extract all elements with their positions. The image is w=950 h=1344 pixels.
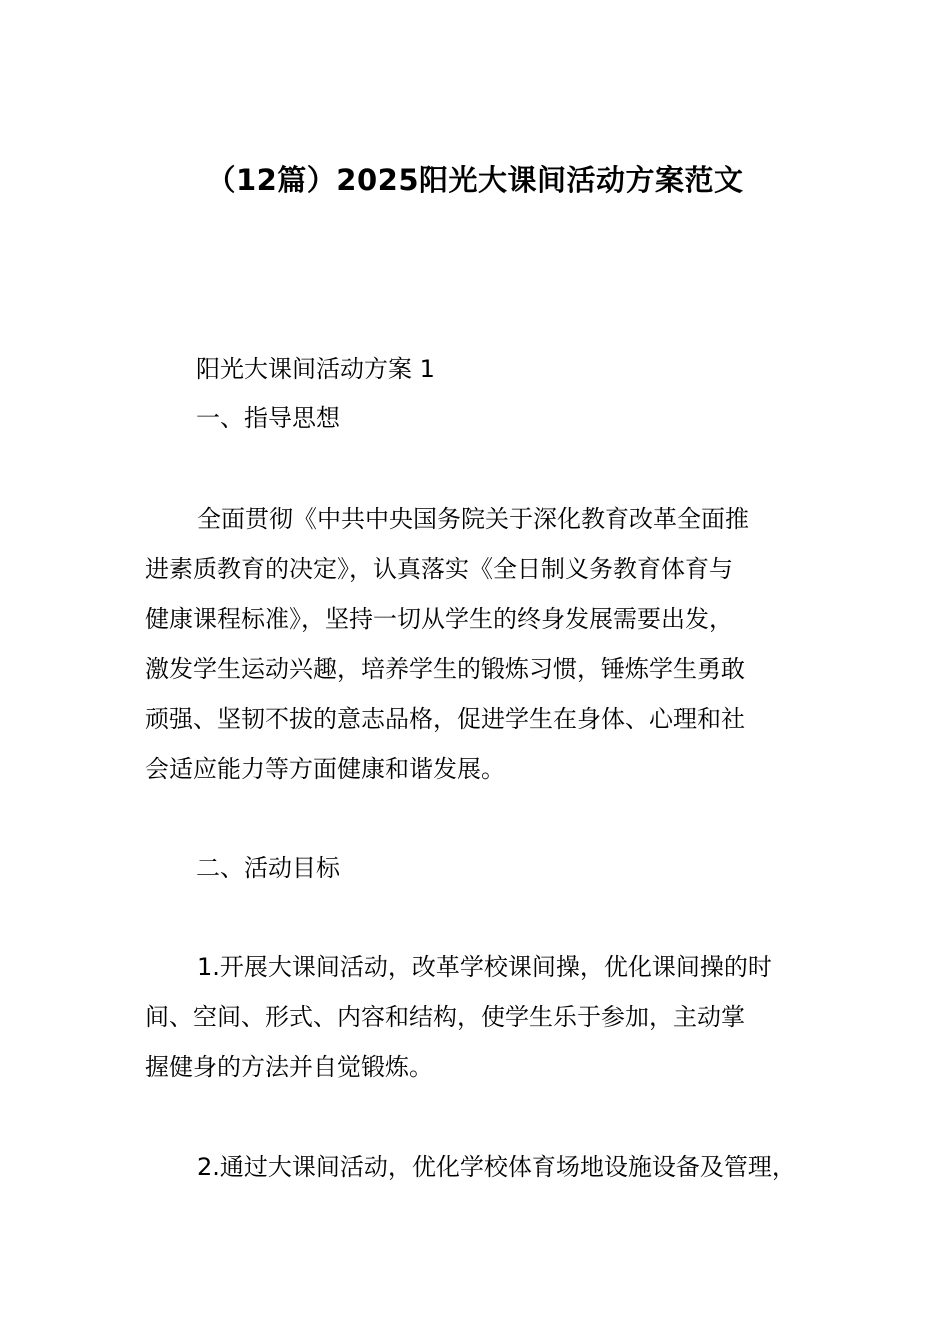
paragraph-line: 间、空间、形式、内容和结构，使学生乐于参加，主动掌 (145, 1003, 745, 1031)
paragraph-line: 激发学生运动兴趣，培养学生的锻炼习惯，锤炼学生勇敢 (145, 655, 745, 683)
paragraph-line: 1.开展大课间活动，改革学校课间操，优化课间操的时 (197, 953, 772, 981)
paragraph-line: 顽强、坚韧不拔的意志品格，促进学生在身体、心理和社 (145, 705, 745, 733)
paragraph-goal-2 (145, 1142, 835, 1192)
paragraph-line: 健康课程标准》，坚持一切从学生的终身发展需要出发， (145, 605, 733, 633)
paragraph-line: 会适应能力等方面健康和谐发展。 (145, 755, 505, 783)
paragraph-line: 2.通过大课间活动，优化学校体育场地设施设备及管理， (197, 1153, 796, 1181)
section-title: 阳光大课间活动方案 1 (196, 355, 435, 383)
paragraph-line: 握健身的方法并自觉锻炼。 (145, 1053, 433, 1081)
heading-guiding-ideology: 一、指导思想 (196, 404, 340, 432)
heading-activity-goals: 二、活动目标 (196, 854, 340, 882)
document-title: （12篇）2025阳光大课间活动方案范文 (206, 163, 744, 197)
paragraph-guiding-ideology (145, 494, 835, 794)
paragraph-goal-1 (145, 942, 835, 1092)
paragraph-line: 进素质教育的决定》，认真落实《全日制义务教育体育与 (145, 555, 733, 583)
paragraph-line: 全面贯彻《中共中央国务院关于深化教育改革全面推 (197, 505, 749, 533)
